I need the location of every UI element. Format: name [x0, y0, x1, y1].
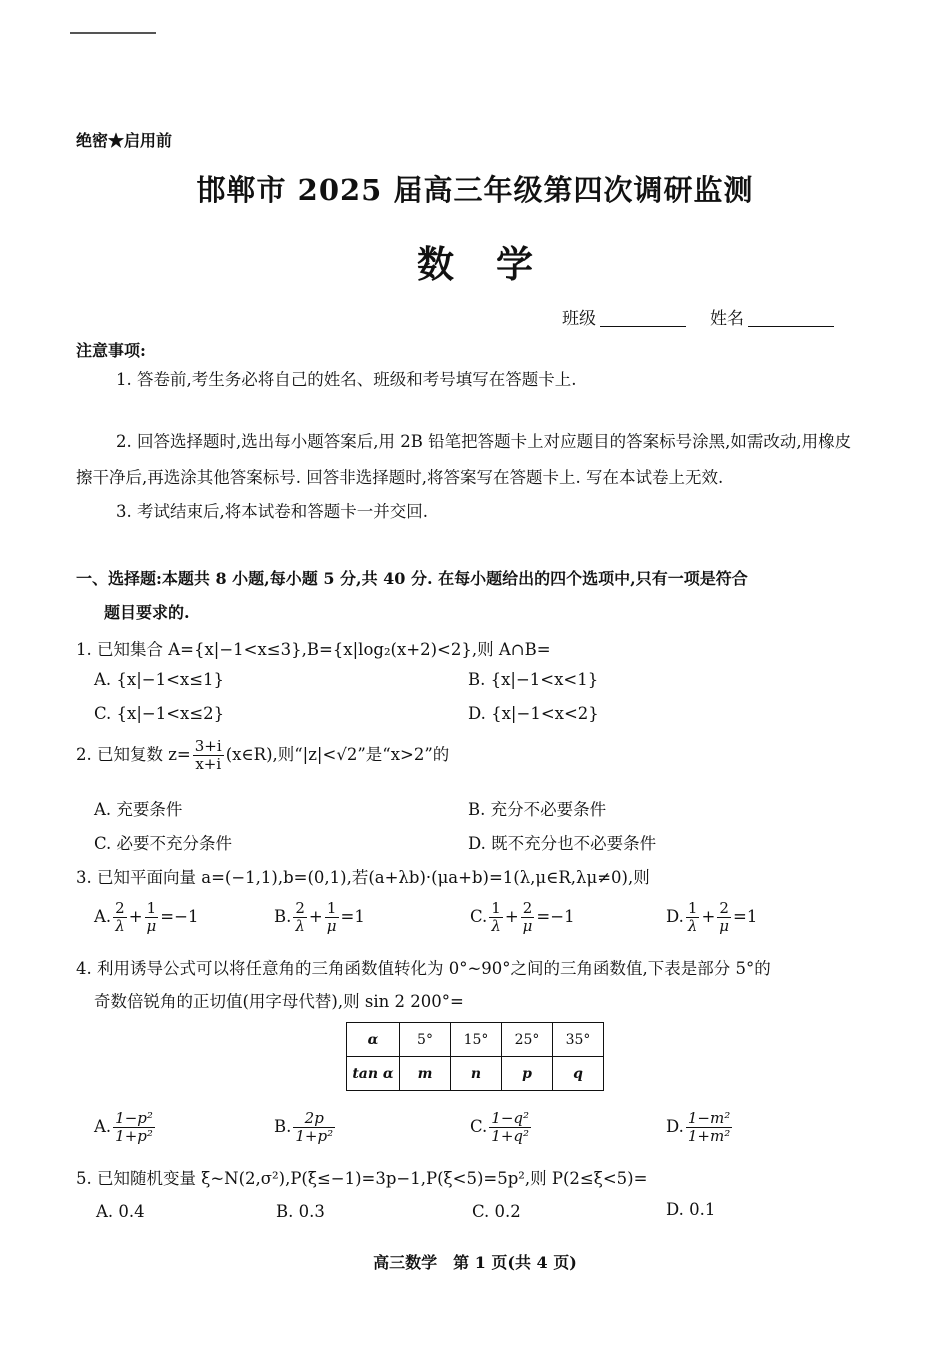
table-cell: 25°	[502, 1023, 553, 1057]
q1-option-a: A. {x|−1<x≤1}	[94, 670, 225, 689]
q4-option-a-label: A.	[94, 1117, 112, 1136]
q2-option-d: D. 既不充分也不必要条件	[468, 834, 657, 853]
q3-d-n1: 1	[687, 899, 698, 917]
q5-option-a: A. 0.4	[96, 1202, 145, 1221]
q3-a-n2: 1	[145, 900, 159, 918]
q4-b-frac	[293, 1110, 335, 1145]
q3-d-d2: μ	[719, 917, 730, 935]
q3-option-a: A. $\frac{2}{\lambda}$ + $\frac{1}{\mu}$ =−1	[94, 899, 199, 935]
q3-b-n1: 2	[295, 899, 305, 917]
q3-option-c-label: C.	[470, 907, 488, 926]
q4-c-den: 1+q²	[491, 1127, 530, 1145]
q3-a-d2: μ	[146, 917, 157, 935]
section-1-line-1: 一、选择题:本题共 8 小题,每小题 5 分,共 40 分. 在每小题给出的四个选项中,只有一项是符合	[76, 569, 748, 588]
q3-d-d1: λ	[687, 917, 698, 935]
top-scan-mark	[70, 32, 156, 34]
class-field	[562, 304, 686, 329]
table-cell: q	[553, 1057, 604, 1091]
q3-b-d2: μ	[326, 917, 337, 935]
question-4-line-2: 奇数倍锐角的正切值(用字母代替),则 sin 2 200°=	[94, 992, 464, 1011]
q4-option-c-label: C.	[470, 1117, 488, 1136]
q2-suffix: (x∈R),则“|z|<√2”是“x>2”的	[225, 745, 450, 764]
q3-option-b-label: B.	[274, 907, 292, 926]
q3-d-frac-1	[686, 900, 700, 935]
q4-a-num: 1−p²	[115, 1109, 153, 1127]
q3-b-n2: 1	[325, 900, 339, 918]
table-cell: tan α	[347, 1057, 400, 1091]
table-row	[347, 1023, 604, 1057]
class-label: 班级	[562, 309, 596, 329]
q3-a-frac-2	[145, 900, 159, 935]
q1-option-d: D. {x|−1<x<2}	[468, 704, 599, 723]
q4-a-den: 1+p²	[115, 1127, 153, 1145]
q4-c-frac	[489, 1110, 531, 1145]
q4-option-a	[94, 1110, 157, 1145]
section-1-line-2: 题目要求的.	[104, 603, 190, 622]
tan-table	[346, 1022, 604, 1091]
q4-d-frac	[686, 1110, 732, 1145]
q2-option-b: B. 充分不必要条件	[468, 800, 607, 819]
q2-option-c: C. 必要不充分条件	[94, 834, 233, 853]
notice-item-1: 1. 答卷前,考生务必将自己的姓名、班级和考号填写在答题卡上.	[116, 370, 577, 389]
q2-fraction	[193, 738, 224, 773]
table-cell: 15°	[451, 1023, 502, 1057]
name-label: 姓名	[710, 309, 744, 329]
q4-a-frac	[113, 1110, 155, 1145]
q3-a-d1: λ	[115, 917, 125, 935]
question-4-line-1: 4. 利用诱导公式可以将任意角的三角函数值转化为 0°~90°之间的三角函数值,下表是部分 5°的	[76, 959, 771, 978]
q3-c-d1: λ	[491, 917, 501, 935]
q3-a-n1: 2	[115, 899, 125, 917]
q2-fraction-num: 3+i	[194, 737, 222, 755]
q4-b-num: 2p	[293, 1110, 335, 1128]
question-3-stem: 3. 已知平面向量 a=(−1,1),b=(0,1),若(a+λb)·(μa+b)=1(λ,μ∈R,λμ≠0),则	[76, 868, 650, 887]
q2-option-a: A. 充要条件	[94, 800, 183, 819]
name-field	[710, 304, 834, 329]
notice-item-2: 2. 回答选择题时,选出每小题答案后,用 2B 铅笔把答题卡上对应题目的答案标号涂黑,如需改动,用橡皮擦干净后,再选涂其他答案标号. 回答非选择题时,将答案写在答题卡上. 写在本试卷上无效.	[76, 432, 852, 487]
table-row	[347, 1057, 604, 1091]
q3-b-frac-1	[293, 900, 307, 935]
q3-b-d1: λ	[295, 917, 305, 935]
table-cell: α	[347, 1023, 400, 1057]
q3-a-rhs: =−1	[160, 907, 199, 926]
tan-table-grid	[346, 1022, 604, 1091]
q3-c-n2: 2	[521, 900, 535, 918]
notice-item-3: 3. 考试结束后,将本试卷和答题卡一并交回.	[116, 502, 428, 521]
q3-c-frac-1	[489, 900, 503, 935]
q3-c-n1: 1	[491, 899, 501, 917]
q3-option-a-label: A.	[94, 907, 112, 926]
notice-heading: 注意事项:	[76, 341, 146, 360]
exam-title: 邯郸市 2025 届高三年级第四次调研监测	[196, 173, 754, 207]
q3-option-b: B. $\frac{2}{\lambda}$ + $\frac{1}{\mu}$ =1	[274, 899, 365, 935]
q3-c-frac-2	[521, 900, 535, 935]
q4-d-num: 1−m²	[687, 1109, 731, 1127]
class-blank	[600, 308, 686, 327]
q1-option-b: B. {x|−1<x<1}	[468, 670, 599, 689]
q3-c-rhs: =−1	[536, 907, 575, 926]
q3-a-frac-1	[113, 900, 127, 935]
table-cell: 35°	[553, 1023, 604, 1057]
question-2-stem	[76, 738, 449, 773]
q4-option-b	[274, 1110, 337, 1145]
q5-option-c: C. 0.2	[472, 1202, 521, 1221]
q4-c-num: 1−q²	[491, 1109, 530, 1127]
q5-option-b: B. 0.3	[276, 1202, 325, 1221]
table-cell: p	[502, 1057, 553, 1091]
q3-b-rhs: =1	[340, 907, 365, 926]
table-cell: n	[451, 1057, 502, 1091]
question-1-stem: 1. 已知集合 A={x|−1<x≤3},B={x|log₂(x+2)<2},则 A∩B=	[76, 640, 551, 659]
q4-option-c	[470, 1110, 533, 1145]
q2-fraction-den: x+i	[195, 755, 222, 773]
q3-d-rhs: =1	[733, 907, 758, 926]
q1-option-c: C. {x|−1<x≤2}	[94, 704, 225, 723]
q4-d-den: 1+m²	[687, 1127, 731, 1145]
table-cell: m	[400, 1057, 451, 1091]
section-1-heading	[76, 562, 866, 630]
table-cell: 5°	[400, 1023, 451, 1057]
q3-option-d-label: D.	[666, 907, 684, 926]
q4-option-b-label: B.	[274, 1117, 292, 1136]
q3-option-c: C. $\frac{1}{\lambda}$ + $\frac{2}{\mu}$ =−1	[470, 899, 575, 935]
q3-d-frac-2	[717, 900, 731, 935]
q3-c-d2: μ	[522, 917, 533, 935]
q4-option-d	[666, 1110, 734, 1145]
q3-d-n2: 2	[717, 900, 731, 918]
q3-b-frac-2	[325, 900, 339, 935]
q5-option-d: D. 0.1	[666, 1200, 716, 1219]
page-footer: 高三数学 第 1 页(共 4 页)	[373, 1253, 577, 1272]
question-5-stem: 5. 已知随机变量 ξ~N(2,σ²),P(ξ≤−1)=3p−1,P(ξ<5)=5p²,则 P(2≤ξ<5)=	[76, 1169, 648, 1188]
q3-option-d: D. $\frac{1}{\lambda}$ + $\frac{2}{\mu}$ =1	[666, 899, 758, 935]
q4-option-d-label: D.	[666, 1117, 684, 1136]
secret-label: 绝密★启用前	[76, 131, 173, 150]
name-blank	[748, 308, 834, 327]
subject-title: 数学	[417, 242, 575, 286]
q4-b-den: 1+p²	[295, 1127, 334, 1145]
q2-prefix: 2. 已知复数 z=	[76, 745, 191, 764]
